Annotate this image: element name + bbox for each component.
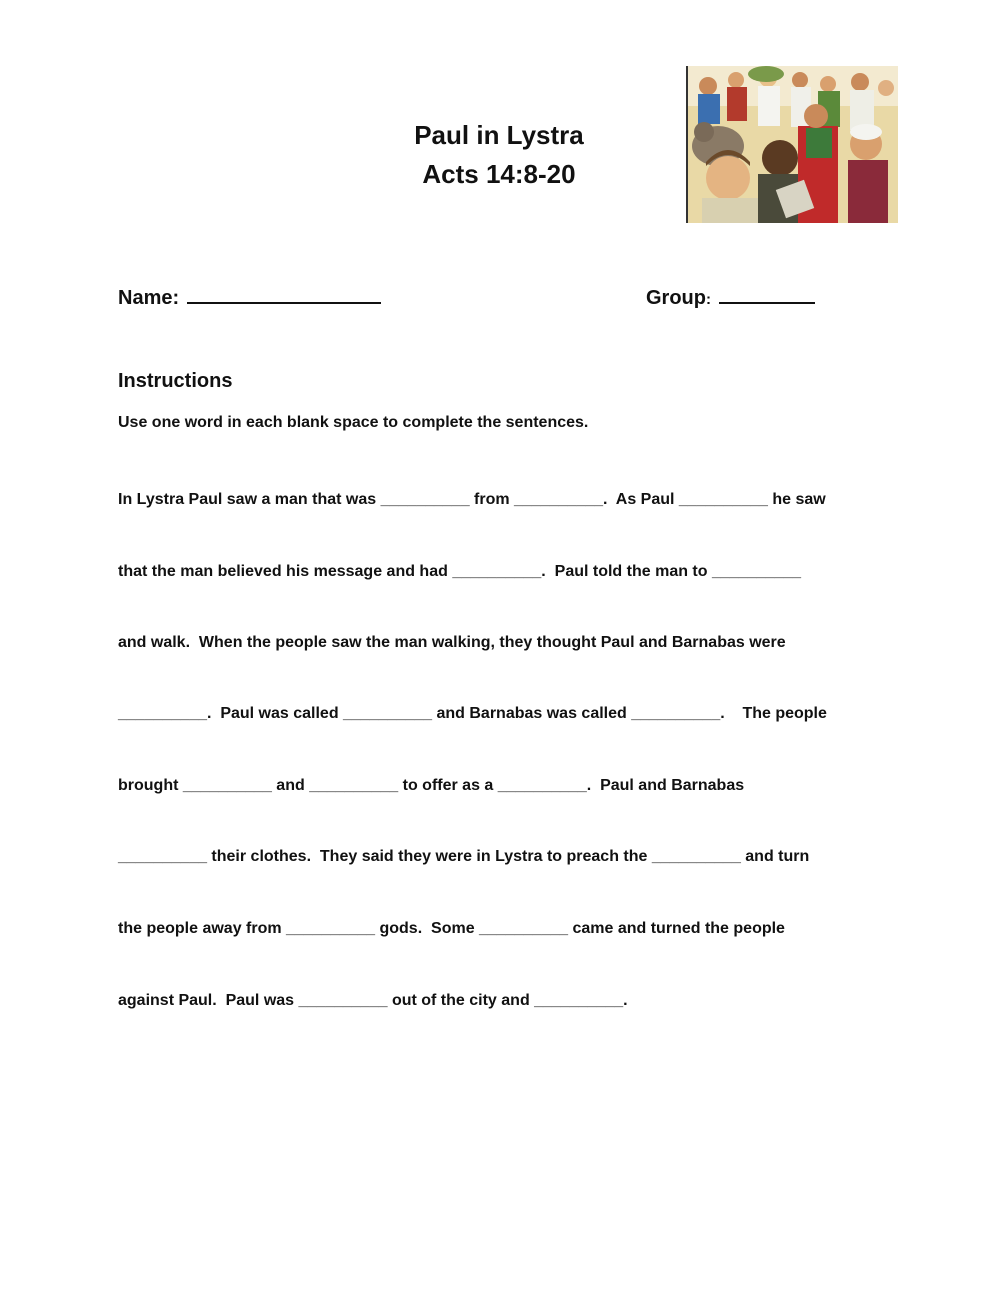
group-colon: :: [706, 291, 711, 308]
group-blank-line[interactable]: [719, 282, 815, 304]
passage-line-8: against Paul. Paul was __________ out of the city and __________.: [118, 992, 628, 1009]
group-field[interactable]: [646, 282, 815, 314]
passage-line-6: __________ their clothes. They said they were in Lystra to preach the __________ and turn: [118, 848, 810, 865]
passage-line-2: that the man believed his message and had __________. Paul told the man to __________: [118, 563, 801, 580]
instructions-heading: Instructions: [118, 370, 233, 392]
passage-line-5: brought __________ and __________ to offer as a __________. Paul and Barnabas: [118, 777, 745, 794]
scripture-reference: Acts 14:8-20: [422, 159, 576, 189]
name-blank-line[interactable]: [187, 282, 381, 304]
name-field[interactable]: [118, 282, 381, 312]
passage-line-4: __________. Paul was called __________ and Barnabas was called __________. The people: [118, 705, 827, 722]
worksheet-title: Paul in Lystra: [414, 120, 584, 150]
illustration-icon: [688, 66, 898, 223]
passage-line-3: and walk. When the people saw the man walking, they thought Paul and Barnabas were: [118, 634, 786, 651]
passage-line-1: In Lystra Paul saw a man that was __________ from __________. As Paul __________ he saw: [118, 491, 826, 508]
instructions-text: Use one word in each blank space to complete the sentences.: [118, 414, 589, 431]
group-label: Group: [646, 287, 706, 309]
name-label: Name:: [118, 287, 180, 309]
bible-scene-illustration: [686, 66, 898, 223]
passage-line-7: the people away from __________ gods. Some __________ came and turned the people: [118, 920, 785, 937]
